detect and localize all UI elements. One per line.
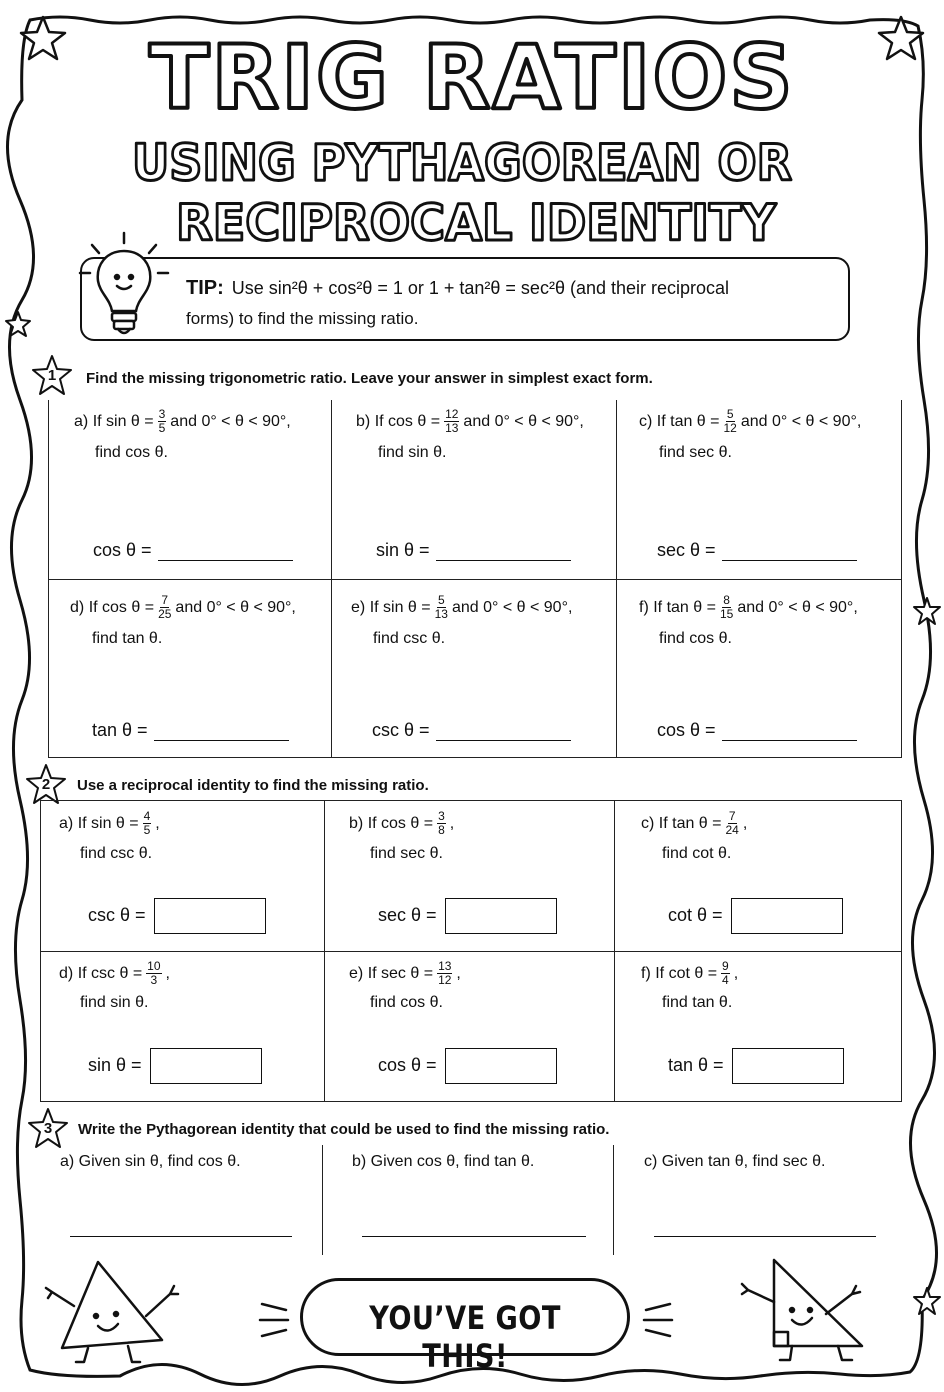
divider: [613, 1145, 614, 1255]
answer-box[interactable]: [731, 898, 843, 934]
section-2-number: 2: [41, 776, 51, 793]
fraction: $\frac{7}{24}$: [725, 809, 739, 837]
tip-text-line1: [186, 277, 729, 300]
title-line3: RECIPROCAL IDENTITY: [176, 194, 777, 252]
problem-2a-find: find csc θ.: [80, 845, 153, 862]
answer-2a[interactable]: csc θ =: [88, 898, 266, 934]
problem-2f-find: find tan θ.: [662, 994, 733, 1011]
problem-2b-find: find sec θ.: [370, 845, 443, 862]
tip-text: Use sin²θ + cos²θ = 1 or 1 + tan²θ = sec²θ (and their reciprocal: [231, 278, 730, 298]
tip-label: TIP:: [186, 277, 224, 299]
star-icon: [912, 596, 942, 626]
answer-line[interactable]: [362, 1236, 586, 1237]
answer-line[interactable]: [70, 1236, 292, 1237]
problem-3c: c) Given tan θ, find sec θ.: [644, 1153, 826, 1170]
answer-line[interactable]: [654, 1236, 876, 1237]
problem-1d-find: find tan θ.: [92, 630, 163, 647]
answer-1e[interactable]: csc θ =: [372, 720, 571, 741]
page-title: [0, 26, 944, 126]
problem-1f-given: f) If tan θ = $\frac{8}{15}$ and 0° < θ < 90°,: [639, 593, 858, 621]
fraction: $\frac{10}{3}$: [147, 959, 161, 987]
star-icon: [4, 310, 32, 338]
triangle-character-icon: [28, 1258, 188, 1368]
answer-blank[interactable]: [436, 545, 571, 561]
answer-blank[interactable]: [158, 545, 293, 561]
sparkle-lines-icon: [636, 1296, 676, 1346]
answer-box[interactable]: [154, 898, 266, 934]
answer-1d[interactable]: tan θ =: [92, 720, 289, 741]
right-triangle-character-icon: [730, 1256, 890, 1366]
encouragement-text: YOU’VE GOT THIS!: [369, 1299, 561, 1375]
fraction: $\frac{12}{13}$: [445, 407, 459, 435]
problem-2b-given: b) If cos θ = $\frac{3}{8}$ ,: [349, 809, 455, 837]
problem-1c-given: c) If tan θ = $\frac{5}{12}$ and 0° < θ < 90°,: [639, 407, 862, 435]
divider: [322, 1145, 323, 1255]
fraction: $\frac{8}{15}$: [719, 593, 734, 621]
answer-2d[interactable]: sin θ =: [88, 1048, 262, 1084]
problem-2e-find: find cos θ.: [370, 994, 443, 1011]
answer-1c[interactable]: sec θ =: [657, 540, 857, 561]
answer-blank[interactable]: [722, 545, 857, 561]
lightbulb-icon: [72, 229, 172, 339]
problem-1e-given: e) If sin θ = $\frac{5}{13}$ and 0° < θ < 90°,: [351, 593, 573, 621]
section-2-instruction: Use a reciprocal identity to find the missing ratio.: [77, 777, 429, 794]
fraction: $\frac{5}{13}$: [434, 593, 448, 621]
section-3-badge: [26, 1107, 70, 1151]
answer-box[interactable]: [445, 1048, 557, 1084]
answer-blank[interactable]: [722, 725, 857, 741]
problem-2d-find: find sin θ.: [80, 994, 149, 1011]
problem-2e-given: e) If sec θ = $\frac{13}{12}$ ,: [349, 959, 461, 987]
fraction: $\frac{13}{12}$: [438, 959, 452, 987]
answer-2b[interactable]: sec θ =: [378, 898, 557, 934]
problem-1b-given: b) If cos θ = $\frac{12}{13}$ and 0° < θ < 90°,: [356, 407, 584, 435]
problem-1c-find: find sec θ.: [659, 444, 732, 461]
problem-2f-given: f) If cot θ = $\frac{9}{4}$ ,: [641, 959, 739, 987]
tip-box: [80, 257, 850, 341]
answer-box[interactable]: [445, 898, 557, 934]
section-3-instruction: Write the Pythagorean identity that could be used to find the missing ratio.: [78, 1121, 610, 1138]
answer-2c[interactable]: cot θ =: [668, 898, 843, 934]
answer-blank[interactable]: [436, 725, 571, 741]
problem-2c-find: find cot θ.: [662, 845, 732, 862]
answer-1f[interactable]: cos θ =: [657, 720, 857, 741]
section-1-number: 1: [47, 367, 57, 384]
problem-1a-given: a) If sin θ = $\frac{3}{5}$ and 0° < θ < 90°,: [74, 407, 291, 435]
answer-blank[interactable]: [154, 725, 289, 741]
encouragement-banner: [300, 1278, 630, 1375]
fraction: $\frac{9}{4}$: [722, 959, 729, 987]
fraction: $\frac{3}{8}$: [438, 809, 445, 837]
problem-1f-find: find cos θ.: [659, 630, 732, 647]
section-3-number: 3: [43, 1120, 53, 1137]
answer-1b[interactable]: sin θ =: [376, 540, 571, 561]
star-icon: [912, 1286, 942, 1316]
problem-2c-given: c) If tan θ = $\frac{7}{24}$ ,: [641, 809, 748, 837]
answer-box[interactable]: [150, 1048, 262, 1084]
answer-box[interactable]: [732, 1048, 844, 1084]
title-line2: USING PYTHAGOREAN OR: [132, 134, 792, 192]
sparkle-lines-icon: [256, 1296, 296, 1346]
problem-2a-given: a) If sin θ = $\frac{4}{5}$ ,: [59, 809, 160, 837]
section-1-instruction: Find the missing trigonometric ratio. Leave your answer in simplest exact form.: [86, 370, 653, 387]
tip-text-line2: forms) to find the missing ratio.: [186, 309, 419, 328]
fraction: $\frac{5}{12}$: [723, 407, 737, 435]
fraction: $\frac{7}{25}$: [158, 593, 172, 621]
answer-1a[interactable]: cos θ =: [93, 540, 293, 561]
problem-1a-find: find cos θ.: [95, 444, 168, 461]
title-main: TRIG RATIOS: [149, 26, 795, 126]
fraction: $\frac{4}{5}$: [143, 809, 151, 837]
problem-3a: a) Given sin θ, find cos θ.: [60, 1153, 241, 1170]
answer-2e[interactable]: cos θ =: [378, 1048, 557, 1084]
answer-2f[interactable]: tan θ =: [668, 1048, 844, 1084]
page-subtitle-line1: [0, 128, 944, 192]
problem-1d-given: d) If cos θ = $\frac{7}{25}$ and 0° < θ < 90°,: [70, 593, 296, 621]
fraction: $\frac{3}{5}$: [158, 407, 166, 435]
problem-1b-find: find sin θ.: [378, 444, 447, 461]
problem-1e-find: find csc θ.: [373, 630, 446, 647]
problem-2d-given: d) If csc θ = $\frac{10}{3}$ ,: [59, 959, 170, 987]
section-1-badge: [30, 354, 74, 398]
problem-3b: b) Given cos θ, find tan θ.: [352, 1153, 535, 1170]
